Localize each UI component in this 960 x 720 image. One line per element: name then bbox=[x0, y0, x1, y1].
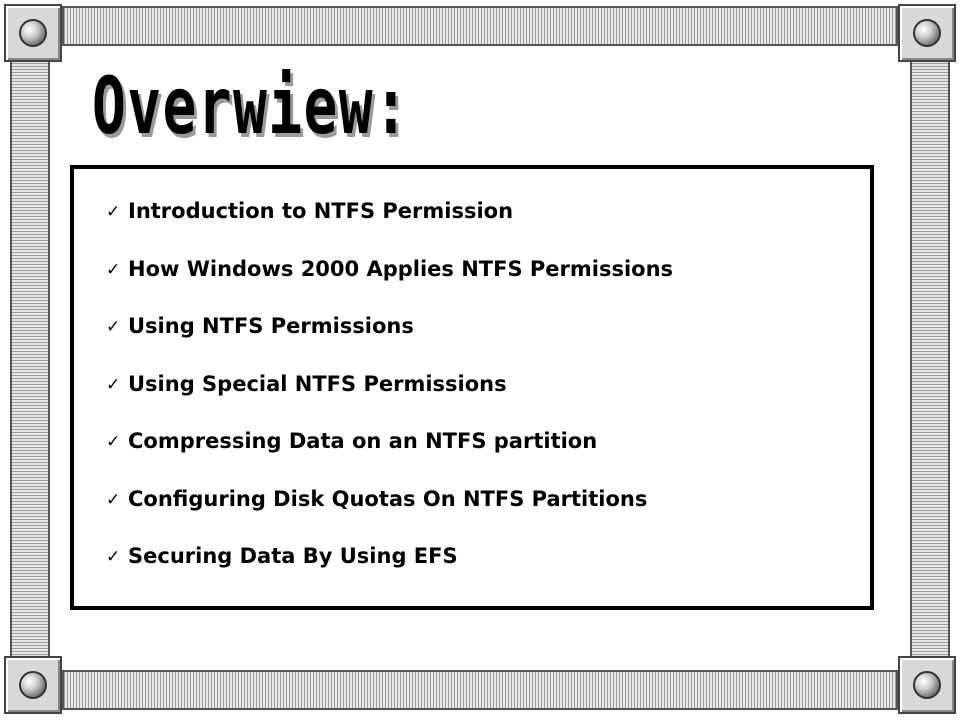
frame-bottom-bar bbox=[62, 670, 898, 710]
list-item-label: Using Special NTFS Permissions bbox=[128, 371, 507, 396]
list-item-label: Configuring Disk Quotas On NTFS Partitions bbox=[128, 486, 648, 511]
frame-top-bar bbox=[62, 6, 898, 46]
list-item bbox=[106, 314, 673, 372]
slide-title: Overwiew: bbox=[92, 62, 410, 152]
checkmark-icon: ✓ bbox=[106, 547, 121, 567]
frame-right-bar bbox=[910, 60, 950, 660]
list-item-label: Introduction to NTFS Permission bbox=[128, 199, 514, 223]
corner-bottom-left bbox=[4, 656, 62, 714]
checkmark-icon: ✓ bbox=[106, 489, 121, 510]
frame-left-bar bbox=[10, 60, 50, 660]
corner-bottom-right bbox=[898, 656, 956, 714]
checkmark-icon: ✓ bbox=[106, 259, 121, 280]
list-item bbox=[106, 257, 673, 315]
list-item bbox=[106, 199, 673, 257]
knob-icon bbox=[913, 19, 941, 47]
corner-top-right bbox=[898, 4, 956, 62]
list-item bbox=[106, 544, 673, 602]
checkmark-icon: ✓ bbox=[106, 374, 121, 395]
knob-icon bbox=[19, 671, 47, 699]
knob-icon bbox=[19, 19, 47, 47]
list-item-label: Compressing Data on an NTFS partition bbox=[128, 429, 598, 453]
list-item bbox=[106, 487, 673, 545]
list-item-label: How Windows 2000 Applies NTFS Permissions bbox=[128, 256, 674, 281]
bullet-list bbox=[106, 199, 673, 602]
checkmark-icon: ✓ bbox=[106, 317, 121, 337]
list-item bbox=[106, 372, 673, 430]
checkmark-icon: ✓ bbox=[106, 432, 121, 452]
checkmark-icon: ✓ bbox=[106, 202, 121, 222]
content-box bbox=[70, 165, 874, 610]
list-item-label: Securing Data By Using EFS bbox=[128, 544, 458, 568]
knob-icon bbox=[913, 671, 941, 699]
list-item-label: Using NTFS Permissions bbox=[128, 314, 414, 338]
list-item bbox=[106, 429, 673, 487]
corner-top-left bbox=[4, 4, 62, 62]
